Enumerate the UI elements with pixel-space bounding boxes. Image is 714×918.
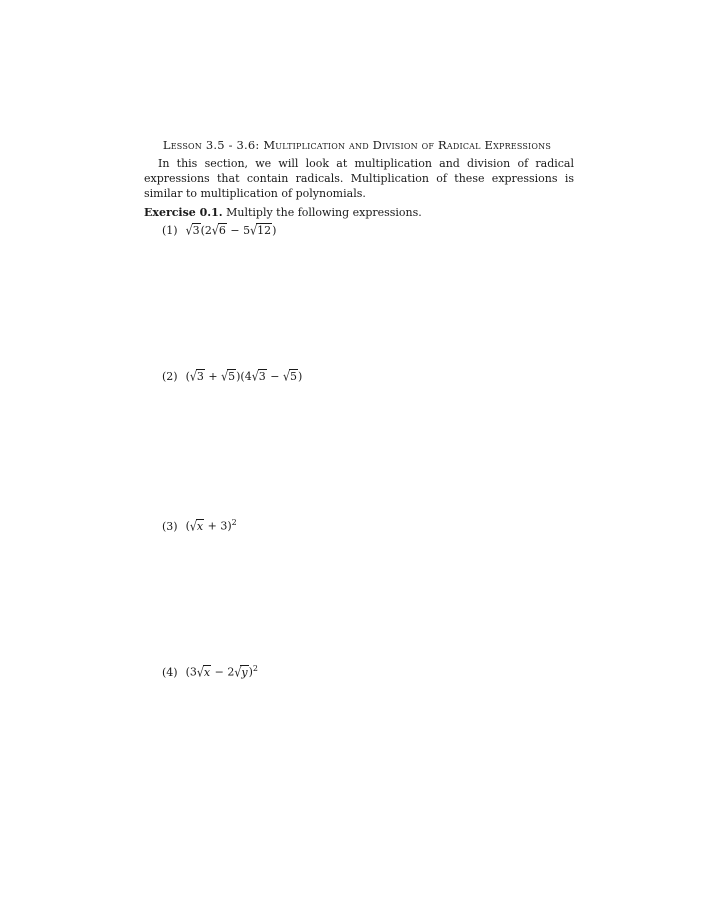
problem-3: (3) $(√x + 3)^2$ xyxy=(162,518,237,534)
problem-number: (2) xyxy=(162,370,178,383)
radical: √5 xyxy=(282,368,297,384)
radical: √3 xyxy=(251,368,266,384)
problem-number: (1) xyxy=(162,224,178,237)
problem-1: (1) √3(2√6 − 5√12) xyxy=(162,222,277,238)
problem-number: (3) xyxy=(162,519,178,533)
exercise-instruction: Multiply the following expressions. xyxy=(226,206,422,219)
radical: √5 xyxy=(221,368,236,384)
exercise-label: Exercise 0.1. xyxy=(144,206,223,219)
exponent: 2 xyxy=(252,664,258,673)
exponent: 2 xyxy=(231,518,237,527)
problem-4: (4) $(3√x - 2√y)^2$ xyxy=(162,664,258,680)
radical: √y xyxy=(234,664,248,680)
radical: √x xyxy=(196,664,211,680)
problem-2: (2) (√3 + √5)(4√3 − √5) xyxy=(162,368,303,384)
radical: √12 xyxy=(250,222,272,238)
radical: √3 xyxy=(185,222,200,238)
radical: √x xyxy=(189,518,204,534)
problem-number: (4) xyxy=(162,665,178,679)
exercise-heading xyxy=(144,206,422,219)
radical: √3 xyxy=(189,368,204,384)
lesson-title: Lesson 3.5 - 3.6: Multiplication and Division of Radical Expressions xyxy=(162,138,552,152)
intro-text: In this section, we will look at multiplication and division of radical expressions that contain radicals. Multiplication of these expressions is similar to multiplication of polynomials. xyxy=(144,157,574,200)
radical: √6 xyxy=(211,222,226,238)
intro-paragraph xyxy=(144,156,574,201)
